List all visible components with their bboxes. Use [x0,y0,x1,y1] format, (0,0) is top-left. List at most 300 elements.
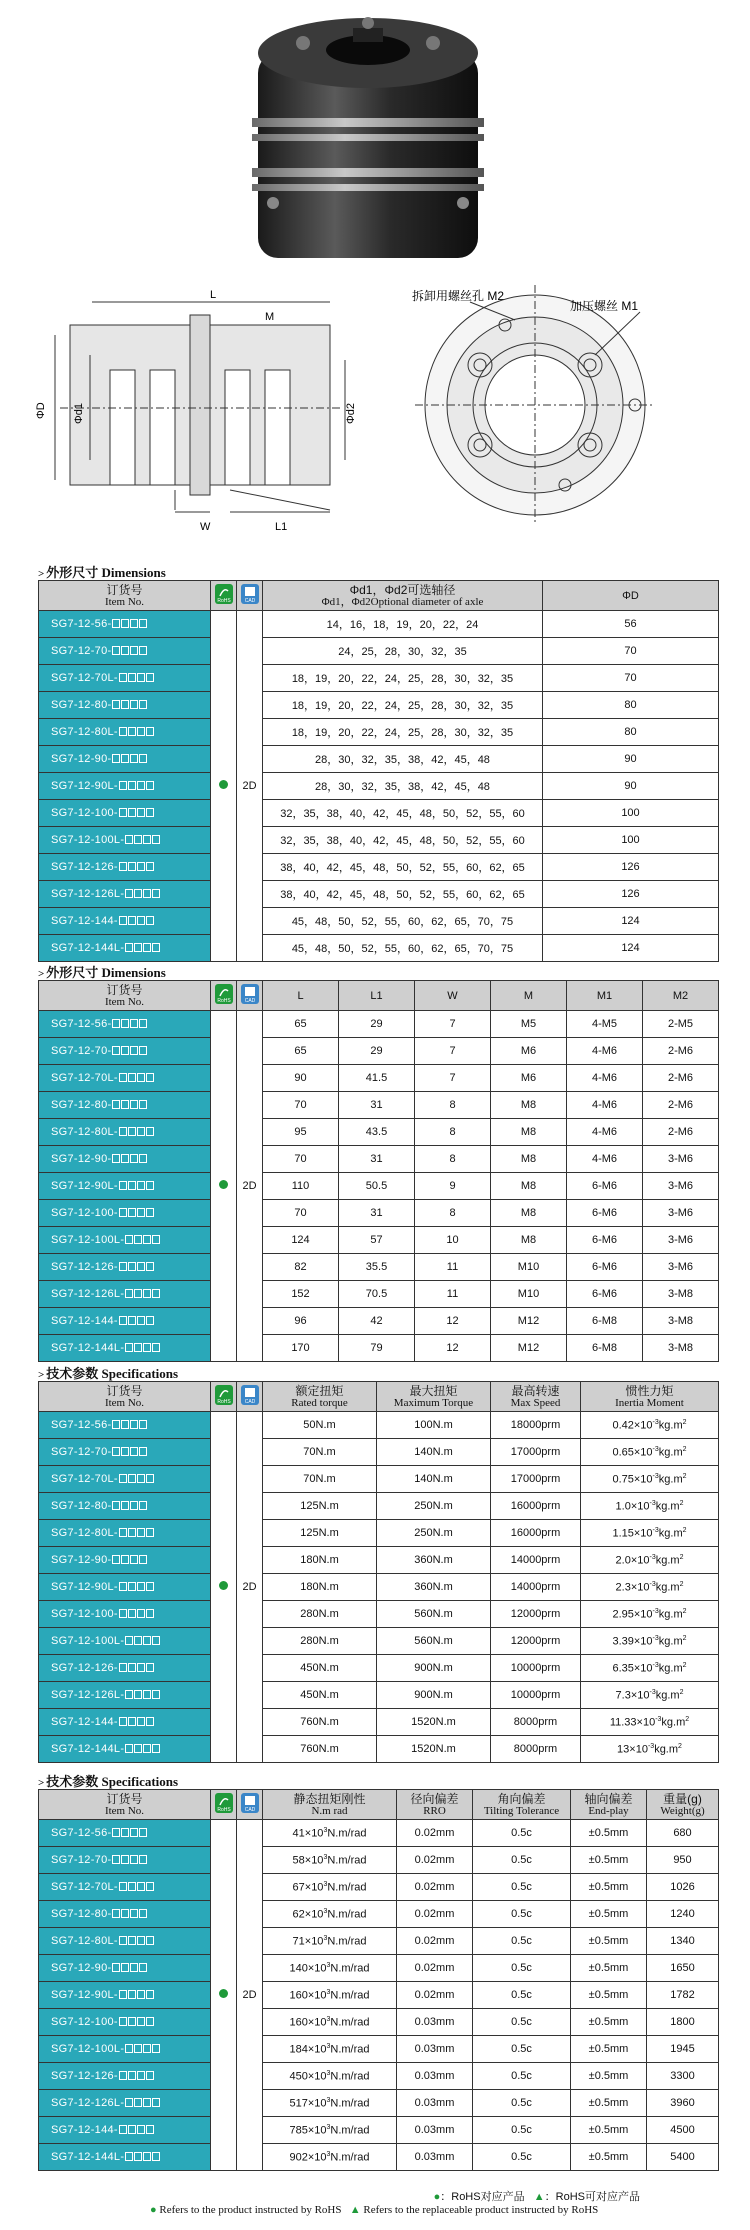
tilt-cell: 0.5c [473,2009,571,2036]
value-cell: 124 [263,1227,339,1254]
value-cell: M8 [491,1092,567,1119]
cad-cell: 2D [237,611,263,962]
value-cell: $0.65\times 10^{-3}kg.m^2$ [581,1439,719,1466]
item-no-cell: SG7-12-144- [39,1709,211,1736]
placeholder-box [128,1316,136,1325]
placeholder-box [139,1501,147,1510]
placeholder-box [112,1855,120,1864]
bore-cell: 45，48，50，52，55，60，62，65，70，75 [263,908,543,935]
rohs-cell [211,1412,237,1763]
tilt-cell: 0.5c [473,2117,571,2144]
rated-torque-cell: 70N.m [263,1466,377,1493]
table-row [39,1709,719,1736]
placeholder-box [112,700,120,709]
value-cell: 2-M5 [643,1011,719,1038]
header-m1: M1 [567,981,643,1011]
item-no-cell: SG7-12-90L- [39,1173,211,1200]
value-cell: 70 [263,1200,339,1227]
table-row [39,665,719,692]
item-no-cell: SG7-12-80- [39,1901,211,1928]
placeholder-box [119,1127,127,1136]
header-l: L [263,981,339,1011]
value-cell: 8 [415,1092,491,1119]
placeholder-box [121,1555,129,1564]
table-row [39,908,719,935]
item-no-cell: SG7-12-70L- [39,1466,211,1493]
placeholder-box [112,1046,120,1055]
max-torque-cell: 100N.m [377,1412,491,1439]
table-row [39,1439,719,1466]
value-cell: $902\times 10^3N.m$/rad [263,2144,397,2171]
header-bore: Φd1，Φd2可选轴径 Φd1，Φd2Optional diameter of axle [263,581,543,611]
endplay-cell: ±0.5mm [571,1820,647,1847]
item-no-cell: SG7-12-90- [39,746,211,773]
placeholder-box [146,2125,154,2134]
value-cell: M10 [491,1254,567,1281]
value-cell: 11 [415,1254,491,1281]
placeholder-box [119,1073,127,1082]
tilt-cell: 0.5c [473,2144,571,2171]
placeholder-box [128,1990,136,1999]
item-no-cell: SG7-12-90- [39,1146,211,1173]
placeholder-box [152,1235,160,1244]
value-cell: $71\times 10^3N.m$/rad [263,1928,397,1955]
item-no-cell: SG7-12-100L- [39,1628,211,1655]
placeholder-box [128,727,136,736]
placeholder-box [112,1909,120,1918]
item-no-cell: SG7-12-100L- [39,2036,211,2063]
placeholder-box [139,1828,147,1837]
placeholder-box [134,835,142,844]
table-row [39,2117,719,2144]
placeholder-box [139,646,147,655]
placeholder-box [146,1073,154,1082]
value-cell: $6.35\times 10^{-3}kg.m^2$ [581,1655,719,1682]
placeholder-box [137,1990,145,1999]
placeholder-box [119,1609,127,1618]
placeholder-box [134,1636,142,1645]
max-torque-cell: 560N.m [377,1628,491,1655]
item-no-cell: SG7-12-80- [39,692,211,719]
placeholder-box [146,1609,154,1618]
value-cell: $7.3\times 10^{-3}kg.m^2$ [581,1682,719,1709]
table-row [39,2009,719,2036]
max-torque-cell: 1520N.m [377,1709,491,1736]
placeholder-box [112,754,120,763]
value-cell: 7 [415,1038,491,1065]
value-cell: 11 [415,1281,491,1308]
placeholder-box [137,1127,145,1136]
rohs-cell [211,611,237,962]
rated-torque-cell: 180N.m [263,1574,377,1601]
tilt-cell: 0.5c [473,2090,571,2117]
placeholder-box [146,862,154,871]
rohs-dot-icon [219,1180,228,1189]
placeholder-box [152,835,160,844]
table-row [39,1820,719,1847]
placeholder-box [119,2125,127,2134]
dimensions-table-1 [38,580,719,962]
placeholder-box [146,1882,154,1891]
table-row [39,1901,719,1928]
item-no-cell: SG7-12-100- [39,1200,211,1227]
item-no-cell: SG7-12-70- [39,638,211,665]
placeholder-box [143,1289,151,1298]
placeholder-box [134,1690,142,1699]
d-cell: 124 [543,935,719,962]
placeholder-box [128,1073,136,1082]
d-cell: 100 [543,827,719,854]
placeholder-box [146,1208,154,1217]
section-title: > 外形尺寸 Dimensions [38,565,166,580]
item-no-cell: SG7-12-90L- [39,1982,211,2009]
endplay-cell: ±0.5mm [571,1847,647,1874]
value-cell: $140\times 10^3N.m$/rad [263,1955,397,1982]
placeholder-box [139,1909,147,1918]
table-row [39,935,719,962]
placeholder-box [143,1343,151,1352]
max-torque-cell: 140N.m [377,1439,491,1466]
item-no-cell: SG7-12-144L- [39,1736,211,1763]
table-row [39,1628,719,1655]
placeholder-box [130,1909,138,1918]
placeholder-box [152,1690,160,1699]
svg-text:CAD: CAD [244,1807,255,1813]
placeholder-box [134,943,142,952]
placeholder-box [134,2098,142,2107]
table-row [39,746,719,773]
bore-cell: 45，48，50，52，55，60，62，65，70，75 [263,935,543,962]
placeholder-box [121,700,129,709]
value-cell: $13\times 10^{-3}kg.m^2$ [581,1736,719,1763]
spec-header: 重量(g) Weight(g) [647,1790,719,1820]
placeholder-box [125,889,133,898]
table-row [39,1655,719,1682]
table-row [39,1466,719,1493]
placeholder-box [146,2071,154,2080]
placeholder-box [128,1936,136,1945]
placeholder-box [130,700,138,709]
table-row [39,827,719,854]
placeholder-box [121,1909,129,1918]
replaceable-triangle-icon: ▲ [533,2191,545,2203]
placeholder-box [146,673,154,682]
placeholder-box [112,1555,120,1564]
value-cell: $160\times 10^3N.m$/rad [263,2009,397,2036]
placeholder-box [146,1663,154,1672]
max-speed-cell: 14000prm [491,1574,581,1601]
placeholder-box [146,1262,154,1271]
placeholder-box [152,1636,160,1645]
weight-cell: 1026 [647,1874,719,1901]
placeholder-box [121,1447,129,1456]
placeholder-box [146,1717,154,1726]
rro-cell: 0.03mm [397,2063,473,2090]
max-torque-cell: 560N.m [377,1601,491,1628]
placeholder-box [125,1744,133,1753]
section-title: > 外形尺寸 Dimensions [38,965,166,980]
placeholder-box [128,862,136,871]
placeholder-box [137,2017,145,2026]
table-row [39,1574,719,1601]
placeholder-box [119,2071,127,2080]
value-cell: M8 [491,1119,567,1146]
max-speed-cell: 12000prm [491,1628,581,1655]
value-cell: 2-M6 [643,1092,719,1119]
placeholder-box [130,646,138,655]
value-cell: 152 [263,1281,339,1308]
placeholder-box [146,2017,154,2026]
bore-cell: 28，30，32，35，38，42，45，48 [263,746,543,773]
cad-cell: 2D [237,1011,263,1362]
placeholder-box [137,1073,145,1082]
rohs-header-icon [211,981,237,1011]
value-cell: $1.0\times 10^{-3}kg.m^2$ [581,1493,719,1520]
placeholder-box [119,1663,127,1672]
rro-cell: 0.02mm [397,1928,473,1955]
label-m2: 拆卸用螺丝孔 M2 [412,289,505,303]
placeholder-box [130,619,138,628]
placeholder-box [112,619,120,628]
weight-cell: 4500 [647,2117,719,2144]
specifications-table-2 [38,1789,719,2171]
rohs-cell [211,1820,237,2171]
tilt-cell: 0.5c [473,1847,571,1874]
value-cell: 4-M6 [567,1065,643,1092]
rro-cell: 0.02mm [397,1955,473,1982]
spec-header: 轴向偏差 End-play [571,1790,647,1820]
max-torque-cell: 140N.m [377,1466,491,1493]
table-row [39,1200,719,1227]
value-cell: 65 [263,1011,339,1038]
bore-cell: 32，35，38，40，42，45，48，50，52，55，60 [263,800,543,827]
placeholder-box [137,1663,145,1672]
value-cell: M8 [491,1146,567,1173]
placeholder-box [128,2071,136,2080]
value-cell: $517\times 10^3N.m$/rad [263,2090,397,2117]
value-cell: 7 [415,1065,491,1092]
header-l1: L1 [339,981,415,1011]
value-cell: 2-M6 [643,1038,719,1065]
placeholder-box [134,1289,142,1298]
rohs-header-icon [211,581,237,611]
max-speed-cell: 14000prm [491,1547,581,1574]
value-cell: $11.33\times 10^{-3}kg.m^2$ [581,1709,719,1736]
placeholder-box [152,2152,160,2161]
bore-cell: 18，19，20，22，24，25，28，30，32，35 [263,719,543,746]
placeholder-box [139,1447,147,1456]
spec-header: 惯性力矩 Inertia Moment [581,1382,719,1412]
value-cell: 4-M6 [567,1146,643,1173]
item-no-cell: SG7-12-144- [39,1308,211,1335]
placeholder-box [137,2071,145,2080]
endplay-cell: ±0.5mm [571,2036,647,2063]
placeholder-box [146,1127,154,1136]
value-cell: 70 [263,1146,339,1173]
value-cell: M6 [491,1038,567,1065]
rated-torque-cell: 760N.m [263,1709,377,1736]
value-cell: 29 [339,1038,415,1065]
placeholder-box [143,889,151,898]
spec-header: 最大扭矩 Maximum Torque [377,1382,491,1412]
table-row [39,1011,719,1038]
item-no-cell: SG7-12-70- [39,1439,211,1466]
value-cell: 10 [415,1227,491,1254]
rated-torque-cell: 450N.m [263,1655,377,1682]
max-torque-cell: 250N.m [377,1520,491,1547]
table-row [39,1308,719,1335]
placeholder-box [137,916,145,925]
tilt-cell: 0.5c [473,1955,571,1982]
value-cell: M8 [491,1200,567,1227]
cad-header-icon [237,1382,263,1412]
placeholder-box [119,1582,127,1591]
max-speed-cell: 16000prm [491,1520,581,1547]
item-no-cell: SG7-12-126L- [39,1682,211,1709]
placeholder-box [137,1882,145,1891]
value-cell: 6-M8 [567,1335,643,1362]
item-no-cell: SG7-12-126L- [39,1281,211,1308]
value-cell: 3-M6 [643,1227,719,1254]
placeholder-box [143,1636,151,1645]
bore-cell: 18，19，20，22，24，25，28，30，32，35 [263,665,543,692]
table-row [39,1146,719,1173]
item-no-cell: SG7-12-144L- [39,1335,211,1362]
placeholder-box [143,835,151,844]
placeholder-box [130,1100,138,1109]
placeholder-box [130,1447,138,1456]
max-torque-cell: 900N.m [377,1682,491,1709]
max-torque-cell: 250N.m [377,1493,491,1520]
item-no-cell: SG7-12-144L- [39,2144,211,2171]
item-no-cell: SG7-12-80L- [39,1119,211,1146]
spec-header: 最高转速 Max Speed [491,1382,581,1412]
label-L: L [210,289,217,301]
value-cell: 42 [339,1308,415,1335]
rated-torque-cell: 180N.m [263,1547,377,1574]
item-no-cell: SG7-12-80L- [39,1520,211,1547]
value-cell: 50.5 [339,1173,415,1200]
rro-cell: 0.02mm [397,1847,473,1874]
table-row [39,2063,719,2090]
tilt-cell: 0.5c [473,1982,571,2009]
rohs-legend: ●：RoHS对应产品 ▲：RoHS可对应产品 ● Refers to the product instructed by RoHS ▲ Refers to the replaceable product instructed by RoHS [150,2191,640,2216]
placeholder-box [137,727,145,736]
placeholder-box [125,2044,133,2053]
value-cell: 3-M6 [643,1254,719,1281]
endplay-cell: ±0.5mm [571,1955,647,1982]
placeholder-box [119,916,127,925]
max-speed-cell: 10000prm [491,1655,581,1682]
value-cell: 57 [339,1227,415,1254]
placeholder-box [137,1208,145,1217]
rated-torque-cell: 70N.m [263,1439,377,1466]
tilt-cell: 0.5c [473,1928,571,1955]
table-row [39,854,719,881]
placeholder-box [152,2098,160,2107]
placeholder-box [119,1717,127,1726]
placeholder-box [146,1181,154,1190]
value-cell: M8 [491,1227,567,1254]
value-cell: 90 [263,1065,339,1092]
placeholder-box [134,889,142,898]
placeholder-box [139,1019,147,1028]
table-row [39,1847,719,1874]
rated-torque-cell: 450N.m [263,1682,377,1709]
placeholder-box [119,1474,127,1483]
dimensions-section-2 [38,962,718,1362]
table-row [39,2144,719,2171]
placeholder-box [121,1100,129,1109]
table-row [39,1928,719,1955]
svg-text:CAD: CAD [244,598,255,604]
max-speed-cell: 16000prm [491,1493,581,1520]
placeholder-box [134,1235,142,1244]
table-row [39,1736,719,1763]
specifications-section-1 [38,1363,718,1763]
side-view-drawing [55,302,345,512]
value-cell: 96 [263,1308,339,1335]
item-no-cell: SG7-12-80L- [39,1928,211,1955]
bore-cell: 38，40，42，45，48，50，52，55，60，62，65 [263,881,543,908]
placeholder-box [119,2017,127,2026]
placeholder-box [128,1127,136,1136]
rro-cell: 0.03mm [397,2036,473,2063]
placeholder-box [143,1235,151,1244]
bore-cell: 14，16，18，19，20，22，24 [263,611,543,638]
value-cell: $58\times 10^3N.m$/rad [263,1847,397,1874]
value-cell: $67\times 10^3N.m$/rad [263,1874,397,1901]
label-L1: L1 [275,521,288,533]
table-row [39,692,719,719]
d-cell: 126 [543,854,719,881]
tilt-cell: 0.5c [473,1901,571,1928]
table-row [39,1065,719,1092]
header-m2: M2 [643,981,719,1011]
table-row [39,800,719,827]
value-cell: $0.75\times 10^{-3}kg.m^2$ [581,1466,719,1493]
weight-cell: 1945 [647,2036,719,2063]
rohs-dot-icon: ● [150,2204,157,2216]
value-cell: 43.5 [339,1119,415,1146]
placeholder-box [146,1582,154,1591]
placeholder-box [112,1420,120,1429]
placeholder-box [134,2152,142,2161]
d-cell: 70 [543,638,719,665]
max-speed-cell: 17000prm [491,1439,581,1466]
placeholder-box [128,1582,136,1591]
label-d2: Φd2 [345,402,357,424]
endplay-cell: ±0.5mm [571,1982,647,2009]
section-title: > 技术参数 Specifications [38,1774,179,1789]
cad-header-icon [237,1790,263,1820]
max-torque-cell: 900N.m [377,1655,491,1682]
value-cell: $3.39\times 10^{-3}kg.m^2$ [581,1628,719,1655]
endplay-cell: ±0.5mm [571,2063,647,2090]
item-no-cell: SG7-12-144- [39,908,211,935]
max-speed-cell: 8000prm [491,1709,581,1736]
item-no-cell: SG7-12-144- [39,2117,211,2144]
dimensions-section-1 [38,562,718,962]
rro-cell: 0.02mm [397,1982,473,2009]
product-photo [228,8,518,278]
svg-text:RoHS: RoHS [216,1807,231,1813]
bore-cell: 18，19，20，22，24，25，28，30，32，35 [263,692,543,719]
placeholder-box [137,808,145,817]
table-row [39,881,719,908]
endplay-cell: ±0.5mm [571,1874,647,1901]
placeholder-box [139,1420,147,1429]
